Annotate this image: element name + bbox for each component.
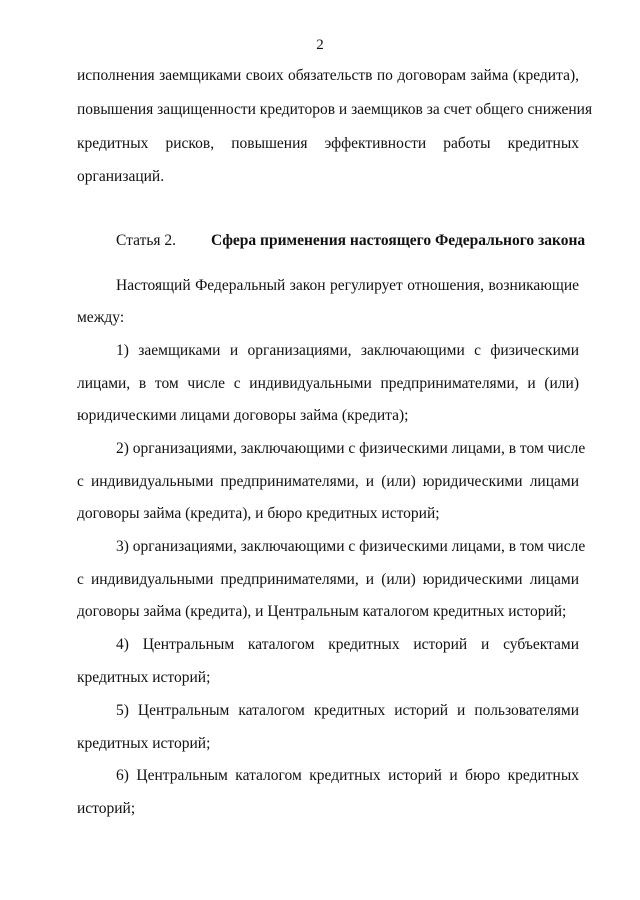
list-item-line: договоры займа (кредита), и бюро кредитных историй; [77,505,440,522]
paragraph-line: Настоящий Федеральный закон регулирует отношения, возникающие [116,277,579,294]
article-number: Статья 2. [116,232,177,249]
list-item-line: 1) заемщиками и организациями, заключающими с физическими [116,342,579,359]
list-item-line: с индивидуальными предпринимателями, и (или) юридическими лицами [77,473,579,490]
paragraph-line: кредитных рисков, повышения эффективности работы кредитных [77,135,579,152]
paragraph-line: исполнения заемщиками своих обязательств по договорам займа (кредита), [77,67,579,84]
list-item-line: 4) Центральным каталогом кредитных историй и субъектами [116,636,579,653]
list-item-line: 5) Центральным каталогом кредитных историй и пользователями [116,702,579,719]
list-item-line: юридическими лицами договоры займа (кредита); [77,407,409,424]
list-item-line: с индивидуальными предпринимателями, и (или) юридическими лицами [77,571,579,588]
list-item-line: лицами, в том числе с индивидуальными предпринимателями, и (или) [77,375,579,392]
list-item-line: кредитных историй; [77,735,211,752]
list-item-line: 3) организациями, заключающими с физическими лицами, в том числе [116,538,586,555]
article-title: Сфера применения настоящего Федерального закона [211,232,586,249]
paragraph-line: между: [77,309,125,326]
list-item-line: договоры займа (кредита), и Центральным каталогом кредитных историй; [77,603,567,620]
list-item-line: 2) организациями, заключающими с физическими лицами, в том числе [116,440,586,457]
page-number: 2 [316,37,324,53]
paragraph-line: организаций. [77,168,165,185]
list-item-line: историй; [77,800,136,817]
article-heading [116,231,586,251]
paragraph-line: повышения защищенности кредиторов и заемщиков за счет общего снижения [77,101,593,118]
list-item-line: кредитных историй; [77,669,211,686]
list-item-line: 6) Центральным каталогом кредитных историй и бюро кредитных [116,767,579,784]
